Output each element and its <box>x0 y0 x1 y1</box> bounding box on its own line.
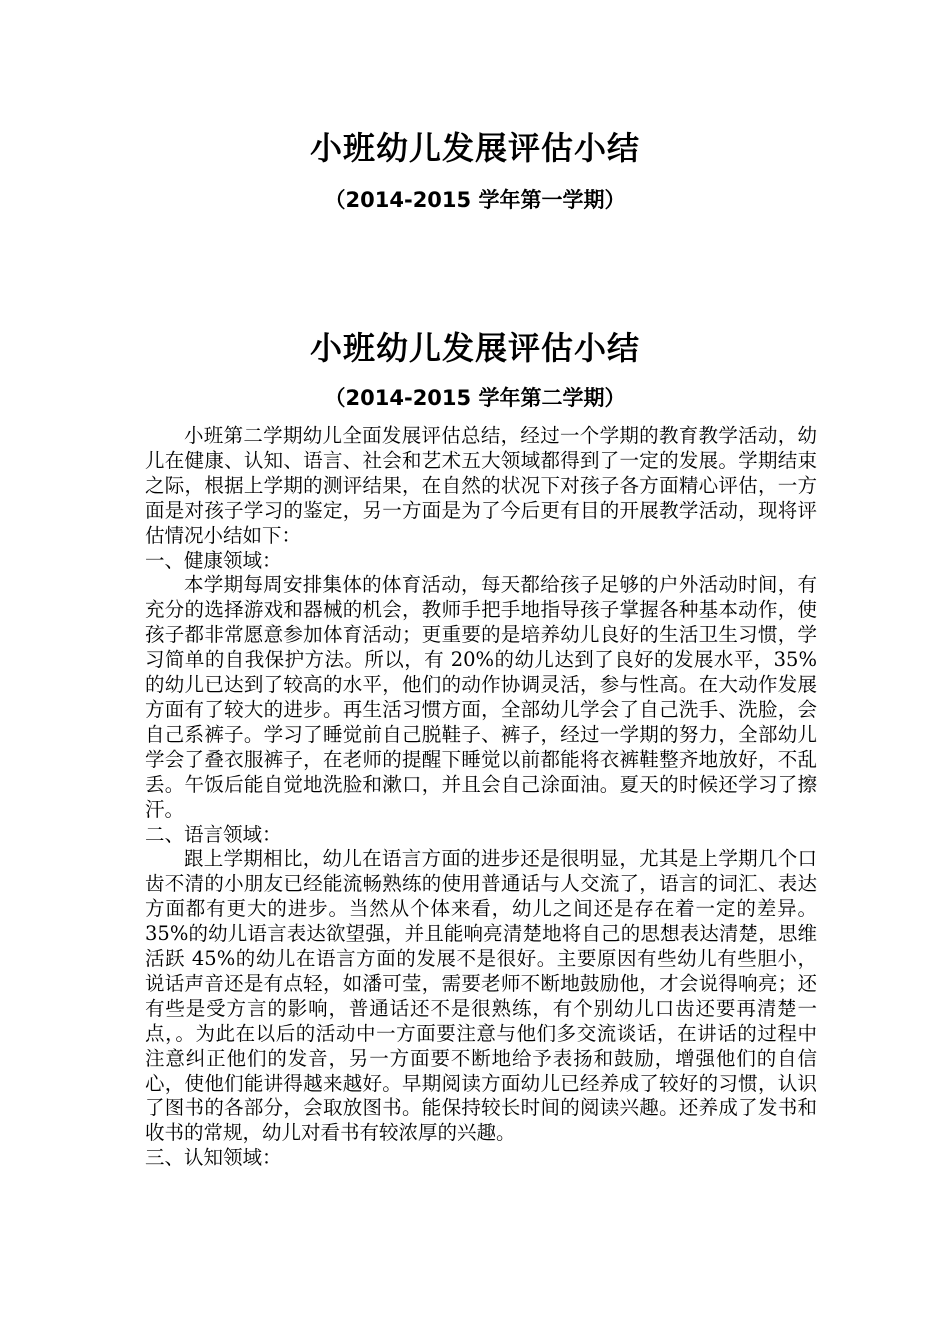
language-section-paragraph: 跟上学期相比，幼儿在语言方面的进步还是很明显，尤其是上学期几个口齿不清的小朋友已经能流畅熟练的使用普通话与人交流了，语言的词汇、表达方面都有更大的进步。当然从个体来看，幼儿之间还是存在着一定的差异。35%的幼儿语言表达欲望强，并且能响亮清楚地将自己的思想表达清楚，思维活跃 45%的幼儿在语言方面的发展不是很好。主要原因有些幼儿有些胆小，说话声音还是有点轻，如潘可莹，需要老师不断地鼓励他，才会说得响亮；还有些是受方言的影响，普通话还不是很熟练，有个别幼儿口齿还要再清楚一点，。为此在以后的活动中一方面要注意与他们多交流谈话，在讲话的过程中注意纠正他们的发音，另一方面要不断地给予表扬和鼓励，增强他们的自信心，使他们能讲得越来越好。早期阅读方面幼儿已经养成了较好的习惯，认识了图书的各部分，会取放图书。能保持较长时间的阅读兴趣。还养成了发书和收书的常规，幼儿对看书有较浓厚的兴趣。 <box>145 847 817 1145</box>
document-subtitle-second-term: （2014-2015 学年第二学期） <box>324 386 626 410</box>
document-title-first-term: 小班幼儿发展评估小结 <box>309 129 640 167</box>
intro-paragraph: 小班第二学期幼儿全面发展评估总结，经过一个学期的教育教学活动，幼儿在健康、认知、语言、社会和艺术五大领域都得到了一定的发展。学期结束之际，根据上学期的测评结果，在自然的状况下对孩子各方面精心评估，一方面是对孩子学习的鉴定，另一方面是为了今后更有目的开展教学活动，现将评估情况小结如下： <box>145 424 817 547</box>
document-subtitle-first-term: （2014-2015 学年第一学期） <box>324 188 626 212</box>
health-section-paragraph: 本学期每周安排集体的体育活动，每天都给孩子足够的户外活动时间，有充分的选择游戏和器械的机会，教师手把手地指导孩子掌握各种基本动作，使孩子都非常愿意参加体育活动；更重要的是培养幼儿良好的生活卫生习惯，学习简单的自我保护方法。所以，有 20%的幼儿达到了良好的发展水平，35%的幼儿已达到了较高的水平，他们的动作协调灵活，参与性高。在大动作发展方面有了较大的进步。再生活习惯方面，全部幼儿学会了自己洗手、洗脸，会自己系裤子。学习了睡觉前自己脱鞋子、裤子，经过一学期的努力，全部幼儿学会了叠衣服裤子，在老师的提醒下睡觉以前都能将衣裤鞋整齐地放好，不乱丢。午饭后能自觉地洗脸和漱口，并且会自己涂面油。夏天的时候还学习了擦汗。 <box>145 573 817 821</box>
health-section-heading: 一、健康领域： <box>145 548 282 572</box>
cognition-section-heading: 三、认知领域： <box>145 1146 282 1170</box>
document-body <box>145 424 817 1171</box>
language-section-heading: 二、语言领域： <box>145 822 282 846</box>
document-title-second-term: 小班幼儿发展评估小结 <box>309 329 640 367</box>
